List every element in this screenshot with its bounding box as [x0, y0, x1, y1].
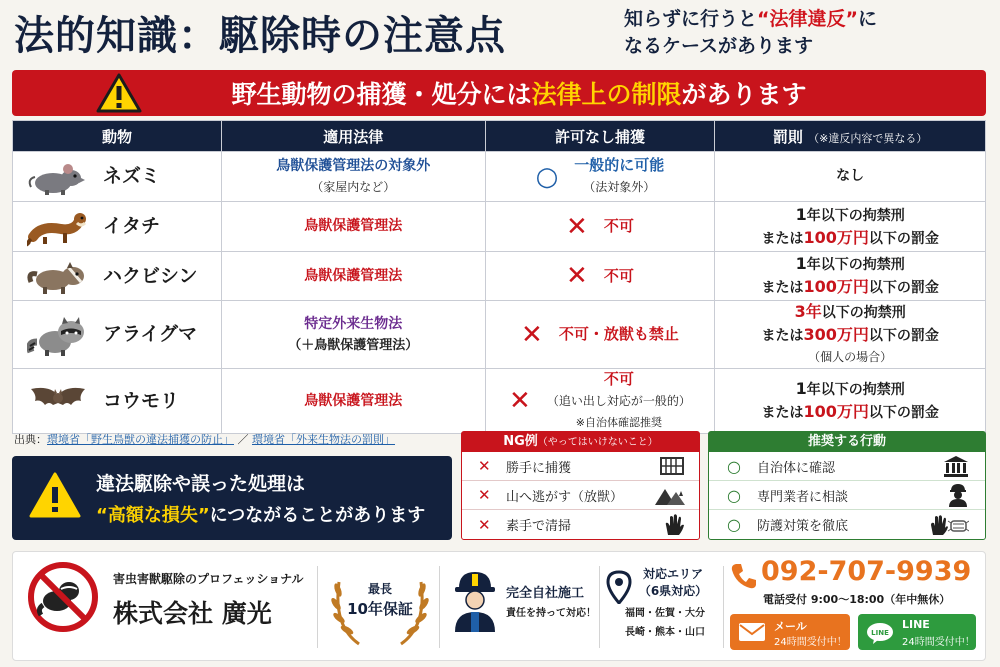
warning-highlight: “高額な損失” [96, 505, 210, 526]
svg-text:LINE: LINE [871, 629, 889, 637]
mail-icon [738, 622, 766, 642]
permit-cell [485, 252, 715, 301]
cross-mark-icon: ✕ [478, 457, 491, 475]
source-separator: ／ [237, 433, 249, 446]
circle-mark-icon: ○ [535, 161, 559, 192]
raccoon-icon [27, 312, 89, 358]
subtitle-line2: なるケースがあります [624, 35, 814, 57]
penalty-line2: 以下の罰金 [868, 280, 939, 296]
list-item [709, 510, 985, 539]
cross-mark-icon: ✕ [566, 261, 588, 291]
header-penalty-note: （※違反内容で異なる） [808, 131, 928, 145]
table-row [13, 152, 986, 202]
animal-name: イタチ [103, 215, 161, 237]
rat-icon [27, 157, 89, 197]
weasel-icon [27, 207, 89, 247]
law-table [12, 120, 986, 434]
mountain-icon [655, 484, 685, 506]
mail-button-sub: 24時間受付中！ [774, 637, 847, 648]
table-header-row [13, 121, 986, 152]
penalty-amount: 300万円 [803, 325, 869, 344]
recommended-item-label: 防護対策を徹底 [757, 519, 849, 534]
permit-cell [485, 369, 715, 434]
circle-mark-icon: ○ [727, 485, 741, 505]
warning-line2-post: につながることがあります [209, 505, 426, 526]
list-item [462, 510, 699, 539]
law-sub: （＋鳥獣保護管理法） [288, 337, 419, 353]
permit-note: ※自治体確認推奨 [575, 416, 662, 429]
warning-icon [28, 471, 82, 519]
warranty-label: 最長 [367, 582, 392, 596]
permit-status: 不可 [603, 217, 634, 235]
hand-icon [663, 513, 685, 537]
source-label: 出典： [14, 433, 47, 446]
penalty-years: 1 [795, 379, 807, 398]
source-citation [14, 431, 395, 447]
penalty-cell [715, 152, 986, 202]
law-cell [221, 202, 485, 252]
list-item [709, 452, 985, 481]
penalty-or: または [761, 230, 804, 247]
city-hall-icon [943, 455, 969, 477]
ng-title: NG例 [503, 434, 538, 449]
permit-sub: （法対象外） [583, 180, 656, 194]
header-penalty-label: 罰則 [772, 127, 803, 146]
footer-divider [723, 566, 724, 648]
table-row [13, 252, 986, 301]
cross-mark-icon: ✕ [478, 515, 491, 534]
ng-heading [462, 432, 699, 452]
warning-line2 [96, 501, 425, 527]
table-row [13, 202, 986, 252]
company-footer [12, 551, 986, 661]
location-pin-icon [606, 570, 632, 604]
banner-text-pre: 野生動物の捕獲・処分には [231, 80, 532, 109]
bat-icon [27, 381, 89, 421]
area-title: 対応エリア [642, 567, 703, 581]
cage-icon [659, 455, 685, 477]
subtitle-pre: 知らずに行うと [624, 8, 758, 30]
ng-item-label: 勝手に捕獲 [506, 460, 572, 476]
warning-line1: 違法駆除や誤った処理は [96, 473, 306, 495]
penalty-or: または [761, 405, 804, 421]
warranty-years: 10年保証 [347, 600, 413, 618]
penalty-or: または [761, 280, 804, 296]
banner-text [231, 75, 806, 111]
ng-title-note: （やってはいけないこと） [537, 437, 658, 448]
company-tagline: 害虫害獣駆除のプロフェッショナル [113, 572, 304, 586]
penalty-text: なし [836, 168, 865, 184]
banner-text-highlight: 法律上の制限 [531, 80, 682, 109]
worker-icon [947, 483, 969, 507]
area-prefectures-1: 福岡・佐賀・大分 [625, 608, 705, 619]
subtitle-highlight: “法律違反” [757, 8, 858, 30]
law-name: 特定外来生物法 [304, 315, 403, 332]
law-name: 鳥獣保護管理法 [304, 392, 403, 409]
penalty-line1: 年以下の拘禁刑 [806, 207, 905, 224]
glove-mask-icon [929, 513, 969, 537]
service-area-title [633, 566, 713, 600]
law-name: 鳥獣保護管理法の対象外 [276, 157, 431, 174]
self-construction-title: 完全自社施工 [506, 586, 585, 601]
mail-button-label: メール [774, 620, 807, 633]
permit-status: 不可 [603, 370, 634, 388]
warning-icon [96, 73, 142, 113]
permit-cell [485, 301, 715, 369]
phone-icon [730, 562, 758, 590]
header-permit: 許可なし捕獲 [485, 121, 715, 152]
penalty-cell [715, 252, 986, 301]
penalty-line1: 以下の拘禁刑 [821, 305, 906, 321]
ng-item-label: 山へ逃がす（放獣） [506, 489, 624, 505]
footer-divider [439, 566, 440, 648]
page-subtitle [624, 6, 877, 60]
circle-mark-icon: ○ [727, 456, 741, 476]
line-contact-button[interactable] [858, 614, 976, 650]
no-pests-logo-icon [27, 561, 99, 633]
recommended-item-label: 自治体に確認 [757, 460, 836, 476]
service-area-list [609, 604, 721, 642]
banner-text-post: があります [681, 80, 807, 109]
animal-cell [13, 301, 222, 369]
animal-name: ネズミ [103, 165, 161, 187]
recommended-item-label: 専門業者に相談 [757, 489, 849, 505]
area-count: （6県対応） [638, 584, 708, 598]
page-title: 法的知識：駆除時の注意点 [14, 13, 506, 59]
civet-icon [27, 256, 89, 296]
penalty-amount: 100万円 [803, 277, 869, 296]
footer-divider [599, 566, 600, 648]
penalty-line1: 年以下の拘禁刑 [806, 257, 905, 273]
cross-mark-icon: ✕ [509, 386, 531, 416]
penalty-cell [715, 202, 986, 252]
penalty-cell [715, 301, 986, 369]
penalty-line1: 年以下の拘禁刑 [806, 382, 905, 398]
penalty-amount: 100万円 [803, 227, 869, 247]
line-button-label: LINE [902, 618, 930, 631]
self-construction-sub: 責任を持って対応！ [506, 608, 596, 619]
ng-examples-box [461, 431, 700, 540]
law-sub: （家屋内など） [311, 179, 396, 194]
circle-mark-icon: ○ [727, 515, 741, 534]
list-item [462, 452, 699, 481]
animal-name: アライグマ [103, 323, 198, 345]
header-penalty [715, 121, 986, 152]
permit-status: 不可・放獣も禁止 [558, 325, 679, 343]
animal-cell [13, 202, 222, 252]
permit-status: 一般的に可能 [574, 156, 665, 174]
list-item [462, 481, 699, 510]
permit-status: 不可 [603, 266, 634, 285]
law-cell [221, 301, 485, 369]
penalty-years: 1 [795, 254, 807, 273]
penalty-or: または [761, 328, 804, 344]
law-cell [221, 152, 485, 202]
header-animal: 動物 [13, 121, 222, 152]
cross-mark-icon: ✕ [566, 211, 588, 242]
area-prefectures-2: 長崎・熊本・山口 [625, 627, 705, 638]
phone-hours: 電話受付 9:00～18:00（年中無休） [763, 593, 951, 606]
penalty-years: 1 [795, 204, 807, 224]
cross-mark-icon: ✕ [521, 319, 543, 350]
ng-item-label: 素手で清掃 [506, 519, 572, 534]
phone-number-link[interactable]: 092-707-9939 [761, 556, 972, 587]
permit-sub: （追い出し対応が一般的） [546, 394, 691, 408]
loss-warning-box [12, 456, 452, 540]
animal-cell [13, 369, 222, 434]
cross-mark-icon: ✕ [478, 486, 491, 504]
source-link-illegal-capture[interactable]: 環境省「野生鳥獣の違法捕獲の防止」 [47, 433, 234, 446]
subtitle-post: に [858, 8, 878, 30]
penalty-sub: （個人の場合） [808, 350, 893, 364]
law-cell [221, 252, 485, 301]
recommended-heading: 推奨する行動 [709, 432, 985, 452]
company-name: 株式会社 廣光 [113, 599, 272, 628]
animal-cell [13, 152, 222, 202]
penalty-amount: 100万円 [803, 402, 869, 421]
worker-helmet-icon [451, 570, 499, 632]
line-app-icon [866, 622, 894, 644]
source-link-invasive-law[interactable]: 環境省「外来生物法の罰則」 [252, 433, 395, 446]
recommended-actions-box [708, 431, 986, 540]
animal-cell [13, 252, 222, 301]
footer-divider [317, 566, 318, 648]
penalty-line2: 以下の罰金 [868, 405, 939, 421]
law-name: 鳥獣保護管理法 [304, 267, 403, 284]
header-law: 適用法律 [221, 121, 485, 152]
law-cell [221, 369, 485, 434]
penalty-line2: 以下の罰金 [868, 328, 939, 344]
animal-name: ハクビシン [103, 264, 198, 287]
table-row [13, 369, 986, 434]
permit-cell [485, 202, 715, 252]
penalty-line2: 以下の罰金 [868, 230, 939, 247]
penalty-years: 3年 [794, 302, 822, 321]
table-row [13, 301, 986, 369]
animal-name: コウモリ [103, 389, 180, 412]
list-item [709, 481, 985, 510]
penalty-cell [715, 369, 986, 434]
line-button-sub: 24時間受付中！ [902, 637, 975, 648]
law-name: 鳥獣保護管理法 [304, 218, 403, 234]
permit-cell [485, 152, 715, 202]
legal-restriction-banner [12, 70, 986, 116]
mail-contact-button[interactable] [730, 614, 850, 650]
